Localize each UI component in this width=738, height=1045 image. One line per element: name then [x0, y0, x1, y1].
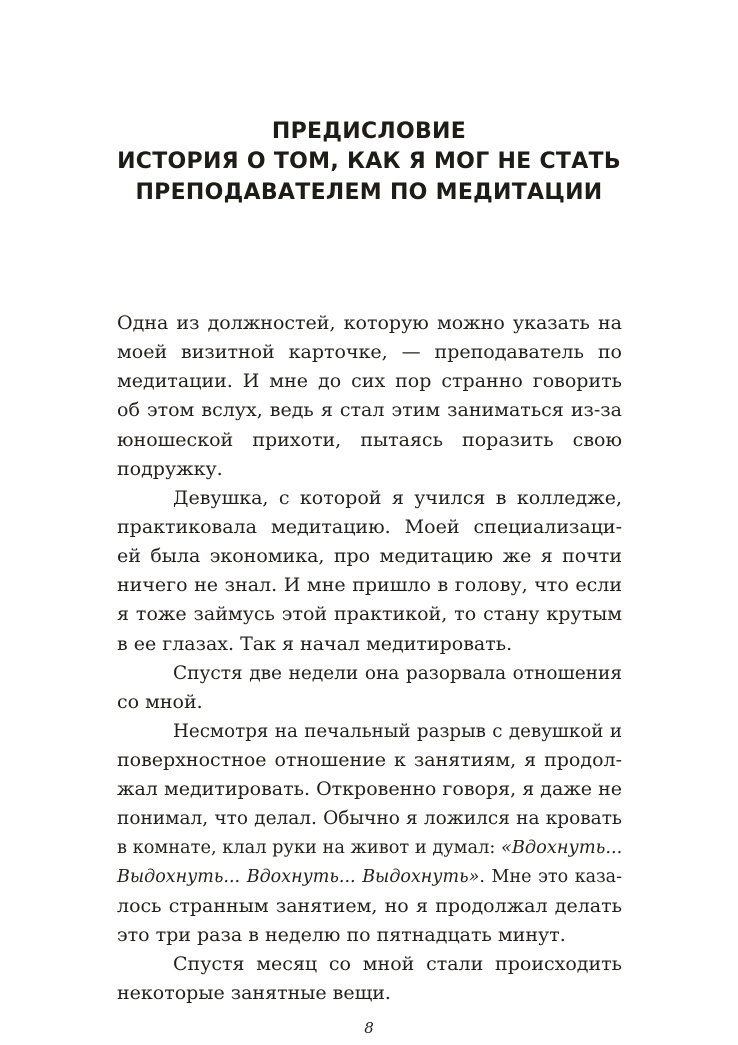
text-line: юношеской прихоти, пытаясь поразить свою	[117, 428, 622, 451]
text-line: Девушка, с которой я учился в колледже,	[173, 486, 622, 509]
text-line: в ее глазах. Так я начал медитировать.	[117, 632, 513, 655]
text-line: об этом вслух, ведь я стал этим заниматься из-за	[117, 399, 622, 422]
text-line: Одна из должностей, которую можно указать на	[117, 312, 622, 334]
text-line: поверхностное отношение к занятиям, я продол-	[117, 749, 622, 772]
text-line: Несмотря на печальный разрыв с девушкой и	[173, 720, 622, 742]
body-text	[117, 309, 622, 1008]
text-segment: в комнате, клал руки на живот и думал:	[117, 837, 501, 858]
chapter-title: ПРЕДИСЛОВИЕ	[271, 119, 467, 144]
text-line: понимал, что делал. Обычно я ложился на кровать	[117, 808, 622, 830]
text-line: ничего не знал. И мне пришло в голову, что если	[117, 574, 622, 597]
text-line: практиковала медитацию. Моей специализаци-	[117, 515, 622, 538]
text-line	[117, 834, 622, 863]
text-line: некоторые занятные вещи.	[117, 982, 391, 1005]
text-line: я тоже займусь этой практикой, то стану крутым	[117, 603, 622, 626]
text-segment: . Мне это каза-	[479, 866, 622, 887]
chapter-subtitle-line-2: ПРЕПОДАВАТЕЛЕМ ПО МЕДИТАЦИИ	[135, 180, 603, 205]
italic-quote: Выдохнуть... Вдохнуть... Выдохнуть»	[117, 866, 480, 887]
italic-quote: «Вдохнуть...	[500, 837, 623, 858]
text-line	[117, 863, 622, 892]
text-line: медитации. И мне до сих пор странно говорить	[117, 370, 622, 393]
text-line: лось странным занятием, но я продолжал делать	[117, 894, 622, 917]
text-line: подружку.	[117, 457, 223, 480]
text-line: моей визитной карточке, — преподаватель по	[117, 341, 622, 364]
text-line: со мной.	[117, 690, 203, 713]
text-line: ей была экономика, про медитацию же я почти	[117, 545, 622, 568]
text-line: Спустя две недели она разорвала отношения	[173, 662, 622, 684]
text-line: Спустя месяц со мной стали происходить	[173, 953, 622, 976]
chapter-subtitle-line-1: ИСТОРИЯ О ТОМ, КАК Я МОГ НЕ СТАТЬ	[117, 149, 621, 174]
text-line: это три раза в неделю по пятнадцать минут.	[117, 923, 566, 946]
page-number: 8	[364, 1019, 374, 1037]
text-line: жал медитировать. Откровенно говоря, я даже не	[117, 778, 622, 801]
